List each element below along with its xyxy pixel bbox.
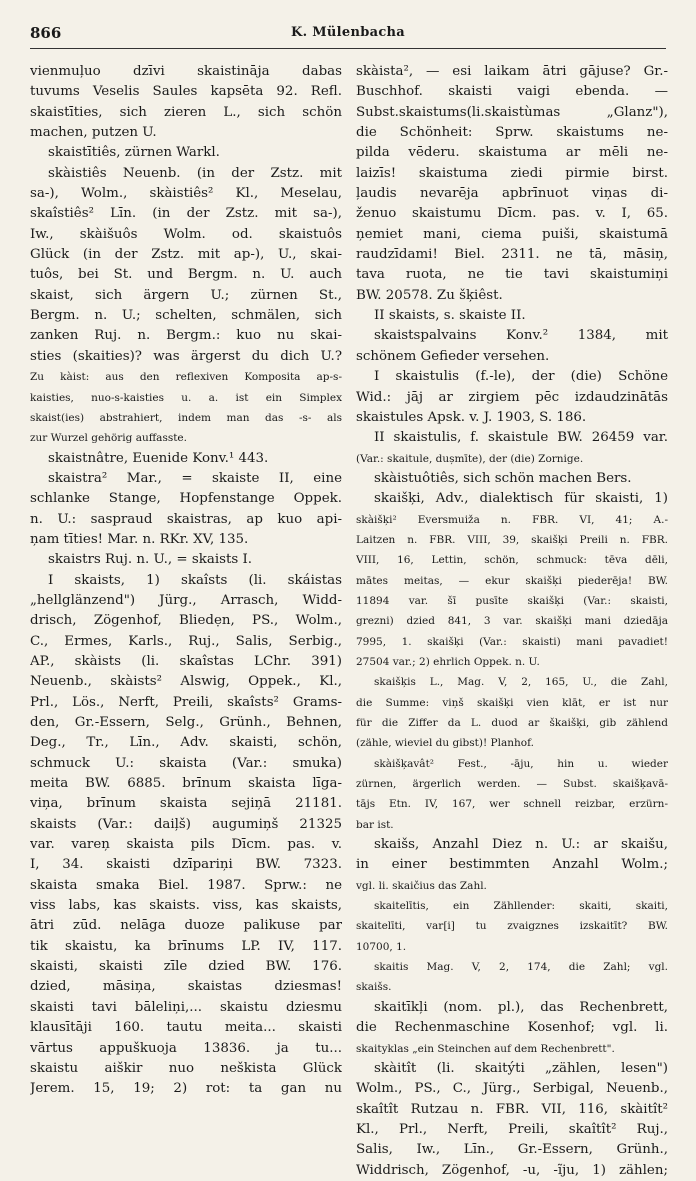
text-line: I skaistulis (f.-le), der (die) Schöne (374, 369, 668, 385)
text-line: skàitît (li. skaitýti „zählen, lesen") (374, 1060, 668, 1076)
text-line: klausītāji 160. tautu meita... skaisti (30, 1020, 342, 1036)
text-line: skaitelīti, var[i] tu zvaigznes izskaitīt? BW. (356, 920, 668, 933)
text-line: tājs Etn. IV, 167, wer schnell reizbar, erzürn- (356, 798, 668, 811)
text-line: II skaistulis, f. skaistule BW. 26459 var. (374, 430, 668, 446)
text-line: pilda vēderu. skaistuma ar mēli ne- (356, 145, 668, 161)
text-line: raudzīdami! Biel. 2311. ne tā, māsiņ, (356, 247, 668, 263)
text-line: „hellglänzend") Jürg., Arrasch, Widd- (30, 592, 342, 608)
left-column (30, 62, 342, 1100)
text-line: ņemiet mani, ciema puiši, skaistumā (356, 226, 668, 242)
text-line: tava ruota, ne tie tavi skaistumiņi (356, 267, 668, 283)
text-line: den, Gr.-Essern, Selg., Grünh., Behnen, (30, 715, 342, 730)
text-line: ļaudis nevarēja apbrīnuot viņas di- (356, 186, 668, 202)
text-line: meita BW. 6885. brīnum skaista līga- (30, 776, 342, 792)
text-line: skàista², — esi laikam ātri gājuse? Gr.- (356, 64, 668, 79)
text-line: BW. 20578. Zu šķiêst. (356, 287, 503, 303)
text-line: bar ist. (356, 818, 394, 831)
text-line: skaists (Var.: daiļš) augumiņš 21325 (30, 816, 342, 832)
text-line: vienmuļuo dzīvi skaistināja dabas (30, 64, 342, 79)
text-line: für die Ziffer da L. duod ar škaišķi, gib zählend (356, 717, 668, 729)
text-line: Laitzen n. FBR. VIII, 39, skaišķi Preili n. FBR. (356, 533, 668, 546)
text-line: Salis, Iw., Līn., Gr.-Essern, Grünh., (356, 1142, 668, 1158)
text-line: skaistītiês, zürnen Warkl. (48, 145, 220, 161)
text-line: Glück (in der Zstz. mit ap-), U., skai- (30, 247, 342, 263)
text-line: AP., skàists (li. skaîstas LChr. 391) (30, 653, 342, 669)
text-line: VIII, 16, Lettin, schön, schmuck: tēva dēli, (356, 554, 668, 567)
text-line: zur Wurzel gehörig auffasste. (30, 432, 187, 445)
text-line: skaistnâtre, Euenide Konv.¹ 443. (48, 450, 269, 466)
text-line: sa-), Wolm., skàistiês² Kl., Meselau, (30, 186, 342, 202)
text-line: die Summe: viņš skaišķi vien klāt, er ist nur (356, 696, 668, 709)
text-line: skaitīkļi (nom. pl.), das Rechenbrett, (374, 999, 668, 1015)
text-line: 10700, 1. (356, 940, 407, 953)
text-line: skaistspalvains Konv.² 1384, mit (374, 328, 668, 344)
text-line: (zähle, wieviel du gibst)! Planhof. (356, 737, 534, 750)
text-line: die Schönheit: Sprw. skaistums ne- (356, 125, 668, 141)
right-column (356, 62, 668, 1181)
text-line: Iw., skàišuôs Wolm. od. skaistuôs (30, 226, 342, 242)
text-line: ātri zūd. nelāga duoze palikuse par (30, 918, 342, 934)
text-line: die Rechenmaschine Kosenhof; vgl. li. (356, 1020, 668, 1036)
text-line: tuvums Veselis Saules kapsēta 92. Refl. (30, 84, 342, 100)
text-line: Subst.skaistums(li.skaistùmas „Glanz"), (356, 104, 668, 120)
text-line: skàišķavât² Fest., -āju, hin u. wieder (374, 757, 668, 770)
text-line: skàistuôtiês, sich schön machen Bers. (374, 470, 632, 486)
text-line: C., Ermes, Karls., Ruj., Salis, Serbig., (30, 633, 342, 649)
text-line: drisch, Zögenhof, Bliedẹn, PS., Wolm., (30, 613, 342, 629)
text-line: schlanke Stange, Hopfenstange Oppek. (30, 491, 342, 507)
text-line: sties (skaities)? was ärgerst du dich U.? (30, 348, 342, 364)
text-line: (Var.: skaitule, dușmīte), der (die) Zornige. (356, 452, 584, 465)
text-line: skaist(ies) abstrahiert, indem man das -s- als (30, 411, 342, 424)
text-line: skaist, sich ärgern U.; zürnen St., (30, 287, 342, 303)
text-line: dzied, māsiņa, skaistas dziesmas! (30, 979, 342, 995)
text-line: skaistra² Mar., = skaiste II, eine (48, 470, 342, 486)
text-line: Prl., Lös., Nerft, Preili, skaîsts² Grams- (30, 694, 342, 710)
page-number: 866 (30, 24, 62, 42)
text-line: vārtus appuškuoja 13836. ja tu... (30, 1040, 342, 1056)
text-line: tuôs, bei St. und Bergm. n. U. auch (30, 267, 342, 283)
text-line: skaišķis L., Mag. V, 2, 165, U., die Zahl, (374, 676, 668, 689)
text-line: skaistrs Ruj. n. U., = skaists I. (48, 552, 253, 568)
text-line: skaista smaka Biel. 1987. Sprw.: ne (30, 877, 342, 893)
text-line: skaîtît Rutzau n. FBR. VII, 116, skàitît² (356, 1101, 668, 1117)
text-line: Kl., Prl., Nerft, Preili, skaîtît² Ruj., (356, 1121, 668, 1137)
text-line: skaityklas „ein Steinchen auf dem Rechenbrett". (356, 1042, 615, 1055)
text-line: viņa, brīnum skaista sejiņā 21181. (30, 796, 342, 812)
text-line: Wolm., PS., C., Jürg., Serbigal, Neuenb., (356, 1081, 668, 1097)
text-line: Wid.: jāj ar zirgiem pēc izdaudzinātās (356, 389, 668, 405)
text-line: in einer bestimmten Anzahl Wolm.; (356, 857, 668, 873)
text-line: Neuenb., skàists² Alswig, Oppek., Kl., (30, 674, 342, 690)
text-line: ženuo skaistumu Dīcm. pas. v. I, 65. (356, 206, 668, 222)
text-line: skaitelītis, ein Zähllender: skaiti, skaiti, (374, 900, 668, 913)
running-head: K. Mülenbacha (290, 25, 406, 40)
text-line: skaisti tavi bāleliņi,... skaistu dziesmu (30, 999, 342, 1015)
text-line: laizīs! skaistuma ziedi pirmie birst. (356, 165, 668, 181)
text-line: grezni) dzied 841, 3 var. skaišķi mani dziedāja (356, 615, 668, 628)
text-line: II skaists, s. skaiste II. (374, 308, 526, 324)
text-line: skaistu aiškir nuo neškista Glück (30, 1060, 342, 1076)
text-line: skaitis Mag. V, 2, 174, die Zahl; vgl. (374, 961, 668, 974)
text-line: skaistules Apsk. v. J. 1903, S. 186. (356, 409, 587, 425)
text-line: skàišķi² Eversmuiža n. FBR. VI, 41; A.- (356, 513, 668, 526)
text-line: 11894 var. šī pusīte skaišķi (Var.: skaisti, (356, 594, 668, 607)
text-line: skaišs, Anzahl Diez n. U.: ar skaišu, (374, 837, 668, 853)
text-line: skaistīties, sich zieren L., sich schön (30, 104, 342, 120)
text-line: n. U.: saspraud skaistras, ap kuo api- (30, 511, 342, 527)
text-line: mātes meitas, — ekur skaišķi piederēja! BW. (356, 574, 668, 587)
text-line: schmuck U.: skaista (Var.: smuka) (30, 755, 342, 771)
text-line: 27504 var.; 2) ehrlich Oppek. n. U. (356, 655, 540, 668)
text-line: zanken Ruj. n. Bergm.: kuo nu skai- (30, 328, 342, 344)
header-rule (30, 48, 666, 49)
text-line: machen, putzen U. (30, 125, 157, 141)
text-line: I, 34. skaisti dzīpariņi BW. 7323. (30, 857, 342, 873)
text-line: Zu kàist: aus den reflexiven Komposita ap-s- (30, 371, 342, 384)
text-line: Bergm. n. U.; schelten, schmälen, sich (30, 308, 342, 324)
text-line: skaišs. (356, 981, 392, 994)
text-line: skaisti, skaisti zīle dzied BW. 176. (30, 959, 342, 975)
text-line: Buschhof. skaisti vaigi ebenda. — (356, 84, 668, 100)
text-line: skaišķi, Adv., dialektisch für skaisti, 1) (374, 491, 668, 507)
text-line: Deg., Tr., Līn., Adv. skaisti, schön, (30, 735, 342, 751)
text-line: kaisties, nuo-s-kaisties u. a. ist ein Simplex (30, 391, 342, 404)
text-line: schönem Gefieder versehen. (356, 348, 550, 364)
text-line: var. vareņ skaista pils Dīcm. pas. v. (30, 837, 342, 853)
page-header (30, 24, 666, 48)
text-line: skàistiês Neuenb. (in der Zstz. mit (48, 165, 342, 181)
text-line: Jerem. 15, 19; 2) rot: ta gan nu (30, 1081, 342, 1097)
text-line: Widdrisch, Zögenhof, -u, -ĩju, 1) zählen; (356, 1162, 668, 1178)
text-line: I skaists, 1) skaîsts (li. skáistas (48, 572, 342, 588)
text-line: 7995, 1. skaišķi (Var.: skaisti) mani pavadiet! (356, 635, 668, 648)
text-line: zürnen, ärgerlich werden. — Subst. skaišķavā- (356, 778, 668, 791)
text-line: vgl. li. skaičius das Zahl. (356, 879, 487, 892)
text-line: tik skaistu, ka brīnums LP. IV, 117. (30, 938, 342, 954)
text-line: viss labs, kas skaists. viss, kas skaists, (30, 898, 342, 914)
text-line: skaîstiês² Līn. (in der Zstz. mit sa-), (30, 206, 342, 222)
text-line: ņam tīties! Mar. n. RKr. XV, 135. (30, 531, 249, 547)
